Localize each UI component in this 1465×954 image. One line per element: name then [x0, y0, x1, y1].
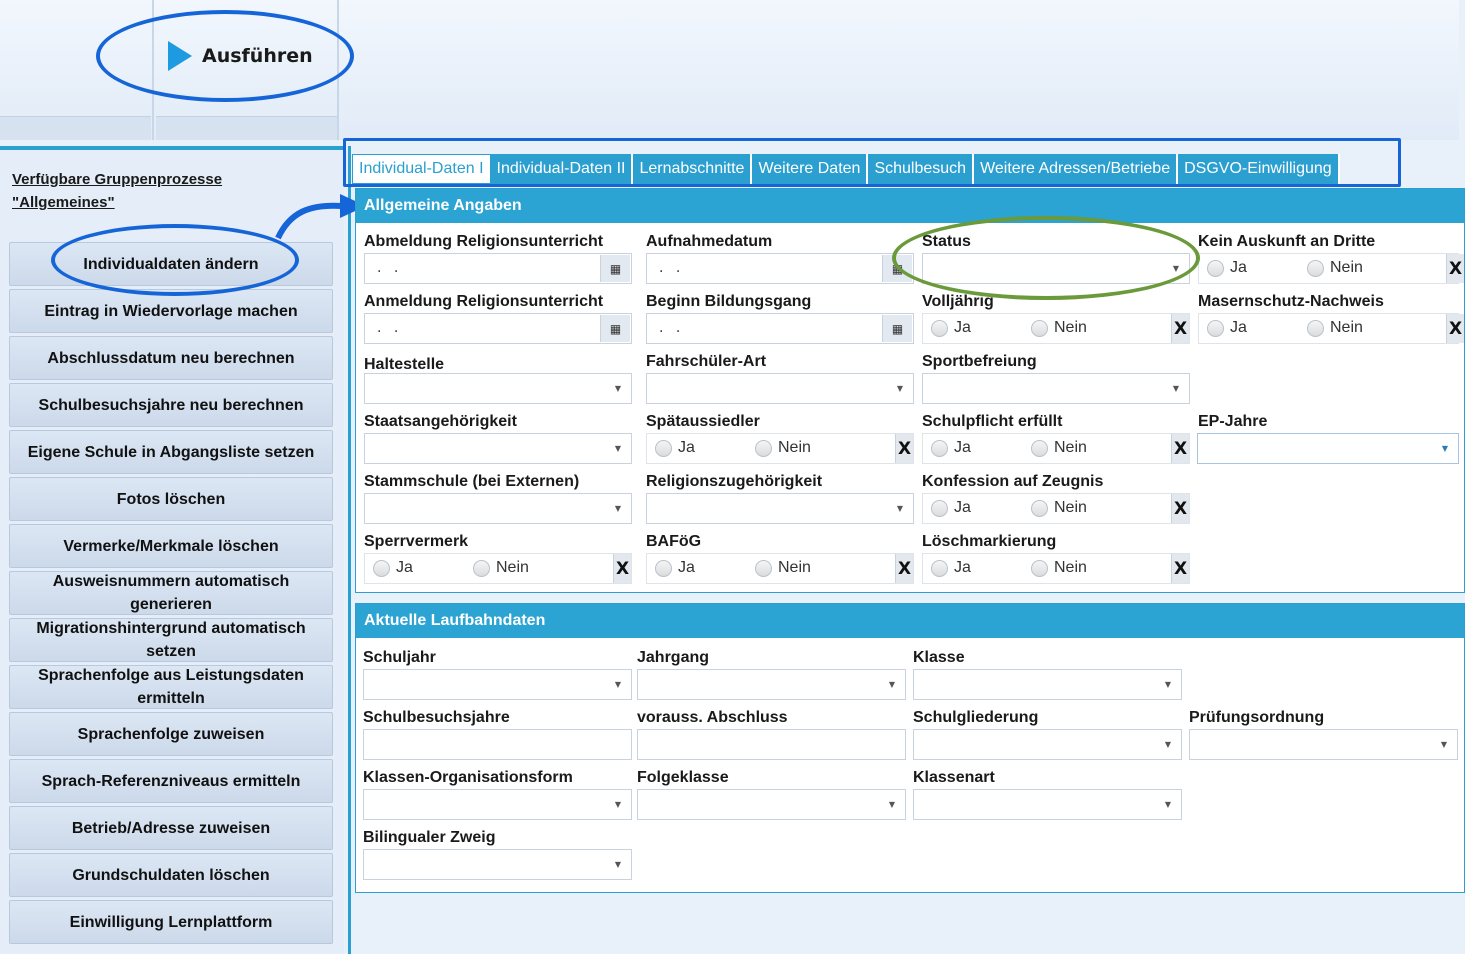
label-bilingualer-zweig: Bilingualer Zweig [363, 829, 496, 846]
date-aufnahmedatum[interactable] [646, 253, 914, 284]
process-button-sprachenfolge-ermitteln[interactable]: Sprachenfolge aus Leistungsdaten ermitteln [9, 665, 333, 709]
clear-button[interactable]: X [1171, 554, 1189, 583]
label-status: Status [922, 233, 971, 250]
radio-circle-icon [1307, 260, 1324, 277]
process-button-betrieb-adresse[interactable]: Betrieb/Adresse zuweisen [9, 806, 333, 850]
chevron-down-icon: ▼ [896, 384, 903, 393]
select-schuljahr[interactable] [363, 669, 632, 700]
label-beginn-bildungsgang: Beginn Bildungsgang [646, 293, 812, 310]
label-spaetaussiedler: Spätaussiedler [646, 413, 760, 430]
select-status[interactable] [922, 253, 1190, 284]
process-button-abschlussdatum[interactable]: Abschlussdatum neu berechnen [9, 336, 333, 380]
date-placeholder: . . [659, 320, 685, 336]
radio-spaetaussiedler [646, 433, 914, 464]
tab-schulbesuch[interactable]: Schulbesuch [868, 154, 974, 184]
chevron-down-icon: ▼ [614, 504, 621, 513]
radio-circle-icon [931, 500, 948, 517]
calendar-icon[interactable]: ▦ [882, 315, 912, 342]
chevron-down-icon: ▼ [1172, 384, 1179, 393]
label-schulbesuchsjahre: Schulbesuchsjahre [363, 709, 510, 726]
radio-circle-icon [1031, 560, 1048, 577]
radio-nein[interactable]: Nein [1031, 559, 1087, 577]
radio-circle-icon [373, 560, 390, 577]
chevron-down-icon: ▼ [896, 504, 903, 513]
select-bilingualer-zweig[interactable] [363, 849, 632, 880]
radio-ja[interactable]: Ja [931, 319, 971, 337]
ribbon-separator [152, 0, 154, 140]
radio-nein[interactable]: Nein [1031, 319, 1087, 337]
select-religionszugehoerigkeit[interactable] [646, 493, 914, 524]
label-jahrgang: Jahrgang [637, 649, 710, 666]
label-klassenart: Klassenart [913, 769, 995, 786]
process-button-fotos-loeschen[interactable]: Fotos löschen [9, 477, 333, 521]
process-button-schulbesuchsjahre[interactable]: Schulbesuchsjahre neu berechnen [9, 383, 333, 427]
radio-bafoeg [646, 553, 914, 584]
select-schulgliederung[interactable] [913, 729, 1182, 760]
process-button-grundschuldaten[interactable]: Grundschuldaten löschen [9, 853, 333, 897]
radio-nein[interactable]: Nein [1031, 439, 1087, 457]
radio-loeschmarkierung [922, 553, 1190, 584]
radio-circle-icon [655, 440, 672, 457]
tab-individual-daten-1[interactable]: Individual-Daten I [352, 154, 491, 184]
select-fahrschueler-art[interactable] [646, 373, 914, 404]
radio-ja[interactable]: Ja [931, 499, 971, 517]
panel-divider [348, 146, 351, 954]
label-loeschmarkierung: Löschmarkierung [922, 533, 1057, 550]
clear-button[interactable]: X [1171, 314, 1189, 343]
group-header: Aktuelle Laufbahndaten [356, 604, 1464, 638]
radio-circle-icon [1207, 320, 1224, 337]
label-konfession: Konfession auf Zeugnis [922, 473, 1104, 490]
tab-dsgvo[interactable]: DSGVO-Einwilligung [1178, 154, 1340, 184]
calendar-icon[interactable]: ▦ [600, 255, 630, 282]
select-jahrgang[interactable] [637, 669, 906, 700]
radio-masernschutz [1198, 313, 1463, 344]
process-button-ausweisnummern[interactable]: Ausweisnummern automatisch generieren [9, 571, 333, 615]
radio-nein[interactable]: Nein [1031, 499, 1087, 517]
label-staatsangehoerigkeit: Staatsangehörigkeit [364, 413, 517, 430]
tab-lernabschnitte[interactable]: Lernabschnitte [633, 154, 752, 184]
select-ep-jahre[interactable] [1197, 433, 1459, 464]
radio-circle-icon [755, 440, 772, 457]
process-button-abgangsliste[interactable]: Eigene Schule in Abgangsliste setzen [9, 430, 333, 474]
label-fahrschueler-art: Fahrschüler-Art [646, 353, 767, 370]
radio-ja[interactable]: Ja [655, 559, 695, 577]
clear-button[interactable]: X [1171, 434, 1189, 463]
radio-ja[interactable]: Ja [931, 559, 971, 577]
select-sportbefreiung[interactable] [922, 373, 1190, 404]
process-button-sprachenfolge-zuweisen[interactable]: Sprachenfolge zuweisen [9, 712, 333, 756]
label-kein-auskunft: Kein Auskunft an Dritte [1198, 233, 1376, 250]
label-folgeklasse: Folgeklasse [637, 769, 729, 786]
label-aufnahmedatum: Aufnahmedatum [646, 233, 773, 250]
clear-button[interactable]: X [1446, 314, 1464, 343]
label-masernschutz: Masernschutz-Nachweis [1198, 293, 1384, 310]
select-folgeklasse[interactable] [637, 789, 906, 820]
chevron-down-icon: ▼ [888, 680, 895, 689]
chevron-down-icon: ▼ [888, 800, 895, 809]
chevron-down-icon: ▼ [1440, 740, 1447, 749]
ribbon-separator [337, 0, 339, 140]
label-religionszugehoerigkeit: Religionszugehörigkeit [646, 473, 823, 490]
select-staatsangehoerigkeit[interactable] [364, 433, 632, 464]
clear-button[interactable]: X [895, 434, 913, 463]
process-button-individualdaten-aendern[interactable]: Individualdaten ändern [9, 242, 333, 286]
radio-nein[interactable]: Nein [755, 559, 811, 577]
chevron-down-icon: ▼ [1164, 800, 1171, 809]
input-schulbesuchsjahre[interactable] [363, 729, 632, 760]
ribbon-group-footer [0, 116, 151, 140]
tab-bar [352, 154, 1340, 184]
date-placeholder: . . [659, 260, 685, 276]
chevron-down-icon: ▼ [1441, 444, 1448, 453]
radio-circle-icon [755, 560, 772, 577]
clear-button[interactable]: X [895, 554, 913, 583]
radio-circle-icon [931, 560, 948, 577]
chevron-down-icon: ▼ [1164, 740, 1171, 749]
chevron-down-icon: ▼ [1164, 680, 1171, 689]
process-panel [0, 146, 344, 954]
select-stammschule[interactable] [364, 493, 632, 524]
radio-circle-icon [655, 560, 672, 577]
radio-circle-icon [473, 560, 490, 577]
select-klasse[interactable] [913, 669, 1182, 700]
label-anmeldung-religion: Anmeldung Religionsunterricht [364, 293, 604, 310]
radio-ja[interactable]: Ja [655, 439, 695, 457]
date-abmeldung-religion[interactable] [364, 253, 632, 284]
chevron-down-icon: ▼ [614, 444, 621, 453]
clear-button[interactable]: X [1171, 494, 1189, 523]
clear-button[interactable]: X [1446, 254, 1464, 283]
select-klassen-orgform[interactable] [363, 789, 632, 820]
process-button-einwilligung-lernplattform[interactable]: Einwilligung Lernplattform [9, 900, 333, 944]
calendar-icon[interactable]: ▦ [600, 315, 630, 342]
calendar-icon[interactable]: ▦ [882, 255, 912, 282]
chevron-down-icon: ▼ [1172, 264, 1179, 273]
chevron-down-icon: ▼ [614, 384, 621, 393]
tab-weitere-daten[interactable]: Weitere Daten [752, 154, 868, 184]
label-klasse: Klasse [913, 649, 965, 666]
input-vorauss-abschluss[interactable] [637, 729, 906, 760]
radio-circle-icon [1307, 320, 1324, 337]
radio-nein[interactable]: Nein [473, 559, 529, 577]
label-sperrvermerk: Sperrvermerk [364, 533, 469, 550]
select-klassenart[interactable] [913, 789, 1182, 820]
label-vorauss-abschluss: vorauss. Abschluss [637, 709, 788, 726]
radio-schulpflicht [922, 433, 1190, 464]
clear-button[interactable]: X [613, 554, 631, 583]
radio-ja[interactable]: Ja [1207, 259, 1247, 277]
run-button[interactable] [164, 36, 314, 76]
play-icon [168, 41, 192, 71]
label-abmeldung-religion: Abmeldung Religionsunterricht [364, 233, 604, 250]
radio-sperrvermerk [364, 553, 632, 584]
radio-konfession [922, 493, 1190, 524]
label-schuljahr: Schuljahr [363, 649, 436, 666]
radio-nein[interactable]: Nein [1307, 319, 1363, 337]
process-button-vermerke-loeschen[interactable]: Vermerke/Merkmale löschen [9, 524, 333, 568]
date-placeholder: . . [377, 320, 403, 336]
radio-ja[interactable]: Ja [931, 439, 971, 457]
label-schulgliederung: Schulgliederung [913, 709, 1039, 726]
process-button-migrationshintergrund[interactable]: Migrationshintergrund automatisch setzen [9, 618, 333, 662]
radio-ja[interactable]: Ja [1207, 319, 1247, 337]
date-beginn-bildungsgang[interactable] [646, 313, 914, 344]
select-pruefungsordnung[interactable] [1189, 729, 1458, 760]
label-pruefungsordnung: Prüfungsordnung [1189, 709, 1325, 726]
date-placeholder: . . [377, 260, 403, 276]
ribbon [0, 0, 1459, 140]
label-stammschule: Stammschule (bei Externen) [364, 473, 580, 490]
process-panel-title: Verfügbare Gruppenprozesse "Allgemeines" [12, 171, 223, 211]
label-bafoeg: BAFöG [646, 533, 702, 550]
radio-ja[interactable]: Ja [373, 559, 413, 577]
radio-nein[interactable]: Nein [1307, 259, 1363, 277]
radio-circle-icon [1031, 440, 1048, 457]
label-haltestelle: Haltestelle [364, 356, 445, 373]
label-klassen-orgform: Klassen-Organisationsform [363, 769, 573, 786]
run-button-label: Ausführen [202, 45, 313, 67]
radio-kein-auskunft [1198, 253, 1463, 284]
label-sportbefreiung: Sportbefreiung [922, 353, 1037, 370]
label-ep-jahre: EP-Jahre [1198, 413, 1268, 430]
radio-circle-icon [1031, 500, 1048, 517]
ribbon-group-footer [156, 116, 337, 140]
chevron-down-icon: ▼ [614, 800, 621, 809]
select-haltestelle[interactable] [364, 373, 632, 404]
chevron-down-icon: ▼ [614, 860, 621, 869]
tab-weitere-adressen[interactable]: Weitere Adressen/Betriebe [974, 154, 1178, 184]
process-button-wiedervorlage[interactable]: Eintrag in Wiedervorlage machen [9, 289, 333, 333]
group-header: Allgemeine Angaben [356, 189, 1464, 223]
label-volljaehrig: Volljährig [922, 293, 994, 310]
chevron-down-icon: ▼ [614, 680, 621, 689]
radio-circle-icon [1207, 260, 1224, 277]
radio-nein[interactable]: Nein [755, 439, 811, 457]
tab-individual-daten-2[interactable]: Individual-Daten II [491, 154, 634, 184]
process-button-referenzniveaus[interactable]: Sprach-Referenzniveaus ermitteln [9, 759, 333, 803]
radio-volljaehrig [922, 313, 1190, 344]
radio-circle-icon [931, 320, 948, 337]
radio-circle-icon [1031, 320, 1048, 337]
date-anmeldung-religion[interactable] [364, 313, 632, 344]
label-schulpflicht: Schulpflicht erfüllt [922, 413, 1063, 430]
radio-circle-icon [931, 440, 948, 457]
